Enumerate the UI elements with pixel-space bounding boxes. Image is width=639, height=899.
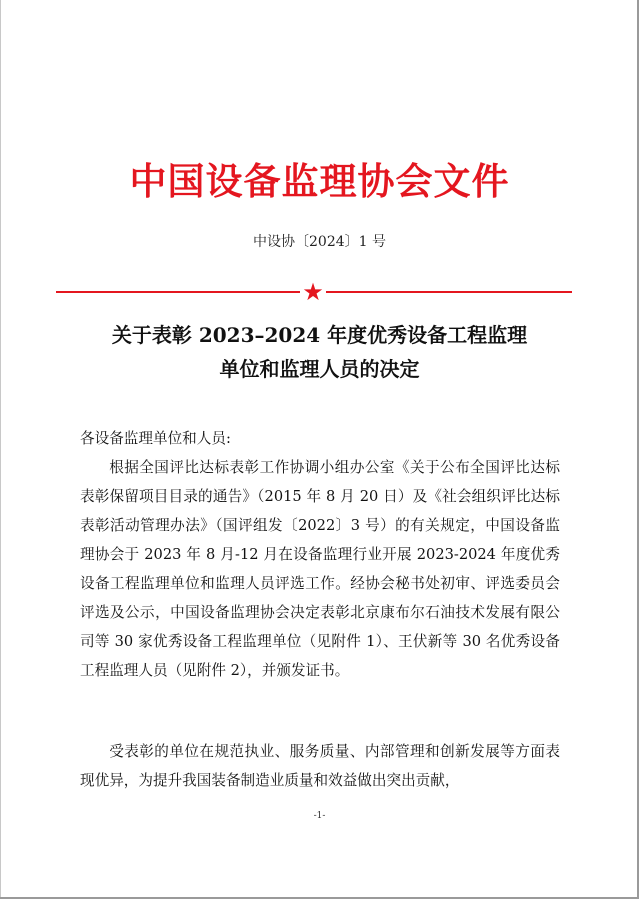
page-number: -1-	[313, 811, 326, 821]
salutation: 各设备监理单位和人员:	[80, 430, 231, 447]
red-star-icon: ★	[302, 278, 324, 306]
document-title-line-1: 关于表彰 2023–2024 年度优秀设备工程监理	[111, 323, 528, 347]
red-rule-left	[56, 291, 300, 293]
body-paragraph: 受表彰的单位在规范执业、服务质量、内部管理和创新发展等方面表现优异，为提升我国装备制造业质量和效益做出突出贡献，	[80, 743, 560, 789]
document-title-line-2: 单位和监理人员的决定	[219, 357, 420, 381]
red-rule-right	[326, 291, 572, 293]
body-paragraph: 根据全国评比达标表彰工作协调小组办公室《关于公布全国评比达标表彰保留项目目录的通告》（2015 年 8 月 20 日）及《社会组织评比达标表彰活动管理办法》（国评组发〔2022〕3 号）的有关规定，中国设备监理协会于 2023 年 8 月-12 月在设备监理行业开展 2023-2024 年度优秀设备工程监理单位和监理人员评选工作。经协会秘书处初审、评选委员会评选及公示，中国设备监理协会决定表彰北京康布尔石油技术发展有限公司等 30 家优秀设备工程监理单位（见附件 1）、王伏新等 30 名优秀设备工程监理人员（见附件 2），并颁发证书。	[80, 459, 560, 679]
page-border-left	[0, 0, 1, 899]
org-header-title: 中国设备监理协会文件	[129, 160, 510, 203]
document-number: 中设协〔2024〕1 号	[253, 234, 386, 250]
